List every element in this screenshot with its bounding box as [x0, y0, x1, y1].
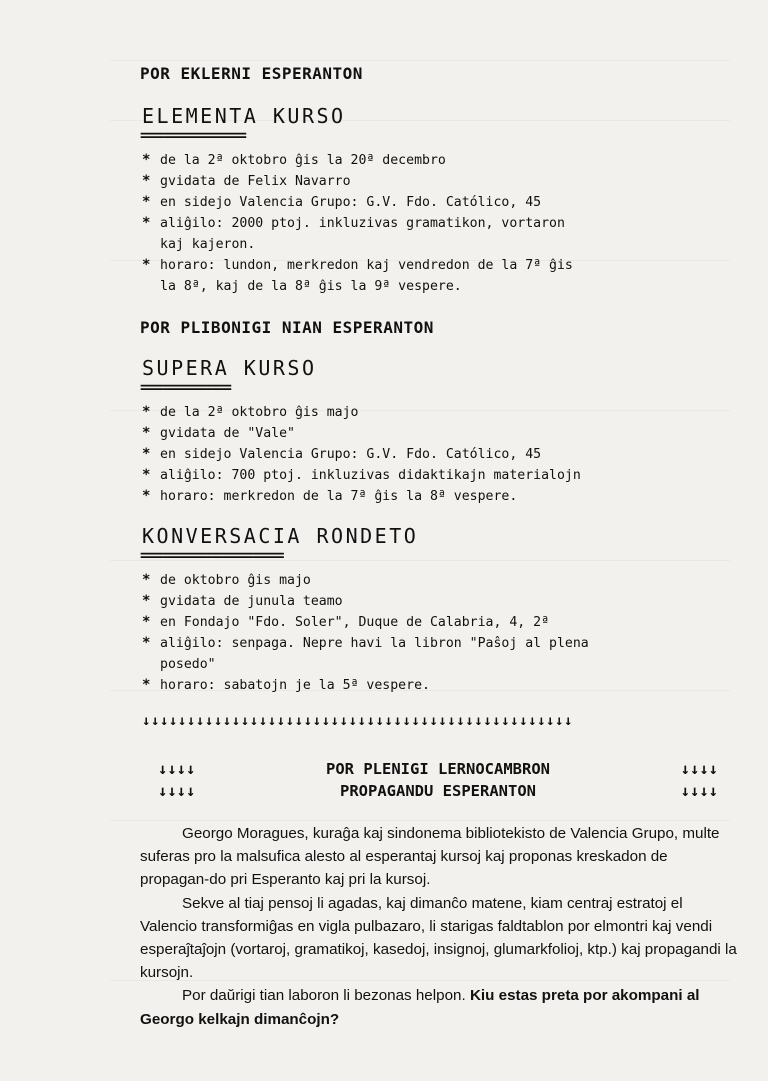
bullet-icon: * [142, 152, 151, 168]
bullet-icon: * [142, 173, 151, 189]
bullet-icon: * [142, 215, 151, 231]
konversacia-rondeto-title: KONVERSACIA RONDETO [142, 524, 419, 548]
list-item: * aliĝilo: 2000 ptoj. inkluzivas gramatikon, vortaron [140, 213, 573, 234]
konversacia-underline: =================== [140, 546, 284, 564]
article-paragraph-3-text: Por daŭrigi tian laboron li bezonas helpon. [182, 987, 466, 1005]
bullet-icon: * [142, 425, 151, 441]
bullet-icon: * [142, 572, 151, 588]
list-item: * gvidata de junula teamo [140, 591, 589, 612]
down-arrows-icon: ↓↓↓↓ [158, 760, 196, 778]
article-paragraph-1: Georgo Moragues, kuraĝa kaj sindonema bibliotekisto de Valencia Grupo, multe suferas pro la malsufica alesto al esperantaj kursoj kaj proponas kreskadon de propagan-do pri Esperanto kaj pri la kursoj. [140, 825, 720, 889]
bullet-icon: * [142, 635, 151, 651]
elementa-underline: ============== [140, 126, 246, 144]
heading-por-eklerni: POR EKLERNI ESPERANTON [140, 64, 363, 83]
list-item: * aliĝilo: senpaga. Nepre havi la libron "Paŝoj al plena [140, 633, 589, 654]
list-item: * en Fondajo "Fdo. Soler", Duque de Calabria, 4, 2ª [140, 612, 589, 633]
list-item: * horaro: sabatojn je la 5ª vespere. [140, 675, 589, 696]
article-paragraph-3 [140, 984, 740, 1030]
bullet-icon: * [142, 467, 151, 483]
list-item: * gvidata de Felix Navarro [140, 171, 573, 192]
list-item-continuation: kaj kajeron. [160, 237, 256, 252]
supera-kurso-list [140, 402, 581, 507]
bullet-icon: * [142, 593, 151, 609]
list-item: * horaro: lundon, merkredon kaj vendredon de la 7ª ĝis [140, 255, 573, 276]
list-item: * de oktobro ĝis majo [140, 570, 589, 591]
banner-text-2: PROPAGANDU ESPERANTON [340, 782, 536, 800]
banner-text-1: POR PLENIGI LERNOCAMBRON [326, 760, 550, 778]
list-item: * de la 2ª oktobro ĝis la 20ª decembro [140, 150, 573, 171]
article-paragraph-2: Sekve al tiaj pensoj li agadas, kaj dimanĉo matene, kiam centraj estratoj el Valencio transformiĝas en vigla pulbazaro, li starigas faldtablon por elmontri kaj vendi esperaĵtaĵojn (vortaroj, gramatikoj, kasedoj, insignoj, glumarkfolioj, ktp.) kaj propagandi la kursojn. [140, 894, 737, 982]
list-item: * en sidejo Valencia Grupo: G.V. Fdo. Católico, 45 [140, 444, 581, 465]
list-item-continuation: la 8ª, kaj de la 8ª ĝis la 9ª vespere. [160, 279, 462, 294]
down-arrows-icon: ↓↓↓↓ [680, 782, 718, 800]
down-arrows-icon: ↓↓↓↓ [158, 782, 196, 800]
list-item: * aliĝilo: 700 ptoj. inkluzivas didaktikajn materialojn [140, 465, 581, 486]
elementa-kurso-list [140, 150, 573, 297]
article-paragraph-3-question: Kiu estas preta por akompani al Georgo kelkajn dimanĉojn? [140, 987, 700, 1028]
heading-por-plibonigi: POR PLIBONIGI NIAN ESPERANTON [140, 318, 434, 337]
article-body [140, 822, 740, 1031]
elementa-kurso-title: ELEMENTA KURSO [142, 104, 346, 128]
bullet-icon: * [142, 488, 151, 504]
bullet-icon: * [142, 446, 151, 462]
list-item: * en sidejo Valencia Grupo: G.V. Fdo. Católico, 45 [140, 192, 573, 213]
supera-underline: ============ [140, 378, 231, 396]
bullet-icon: * [142, 404, 151, 420]
bullet-icon: * [142, 677, 151, 693]
supera-kurso-title: SUPERA KURSO [142, 356, 317, 380]
down-arrows-icon: ↓↓↓↓ [680, 760, 718, 778]
bullet-icon: * [142, 614, 151, 630]
bullet-icon: * [142, 257, 151, 273]
list-item: * de la 2ª oktobro ĝis majo [140, 402, 581, 423]
konversacia-rondeto-list [140, 570, 589, 696]
arrow-divider: ↓↓↓↓↓↓↓↓↓↓↓↓↓↓↓↓↓↓↓↓↓↓↓↓↓↓↓↓↓↓↓↓↓↓↓↓↓↓↓↓↓↓↓↓↓↓↓↓ [142, 713, 573, 729]
list-item: * gvidata de "Vale" [140, 423, 581, 444]
list-item-continuation: posedo" [160, 657, 216, 672]
bullet-icon: * [142, 194, 151, 210]
list-item: * horaro: merkredon de la 7ª ĝis la 8ª vespere. [140, 486, 581, 507]
